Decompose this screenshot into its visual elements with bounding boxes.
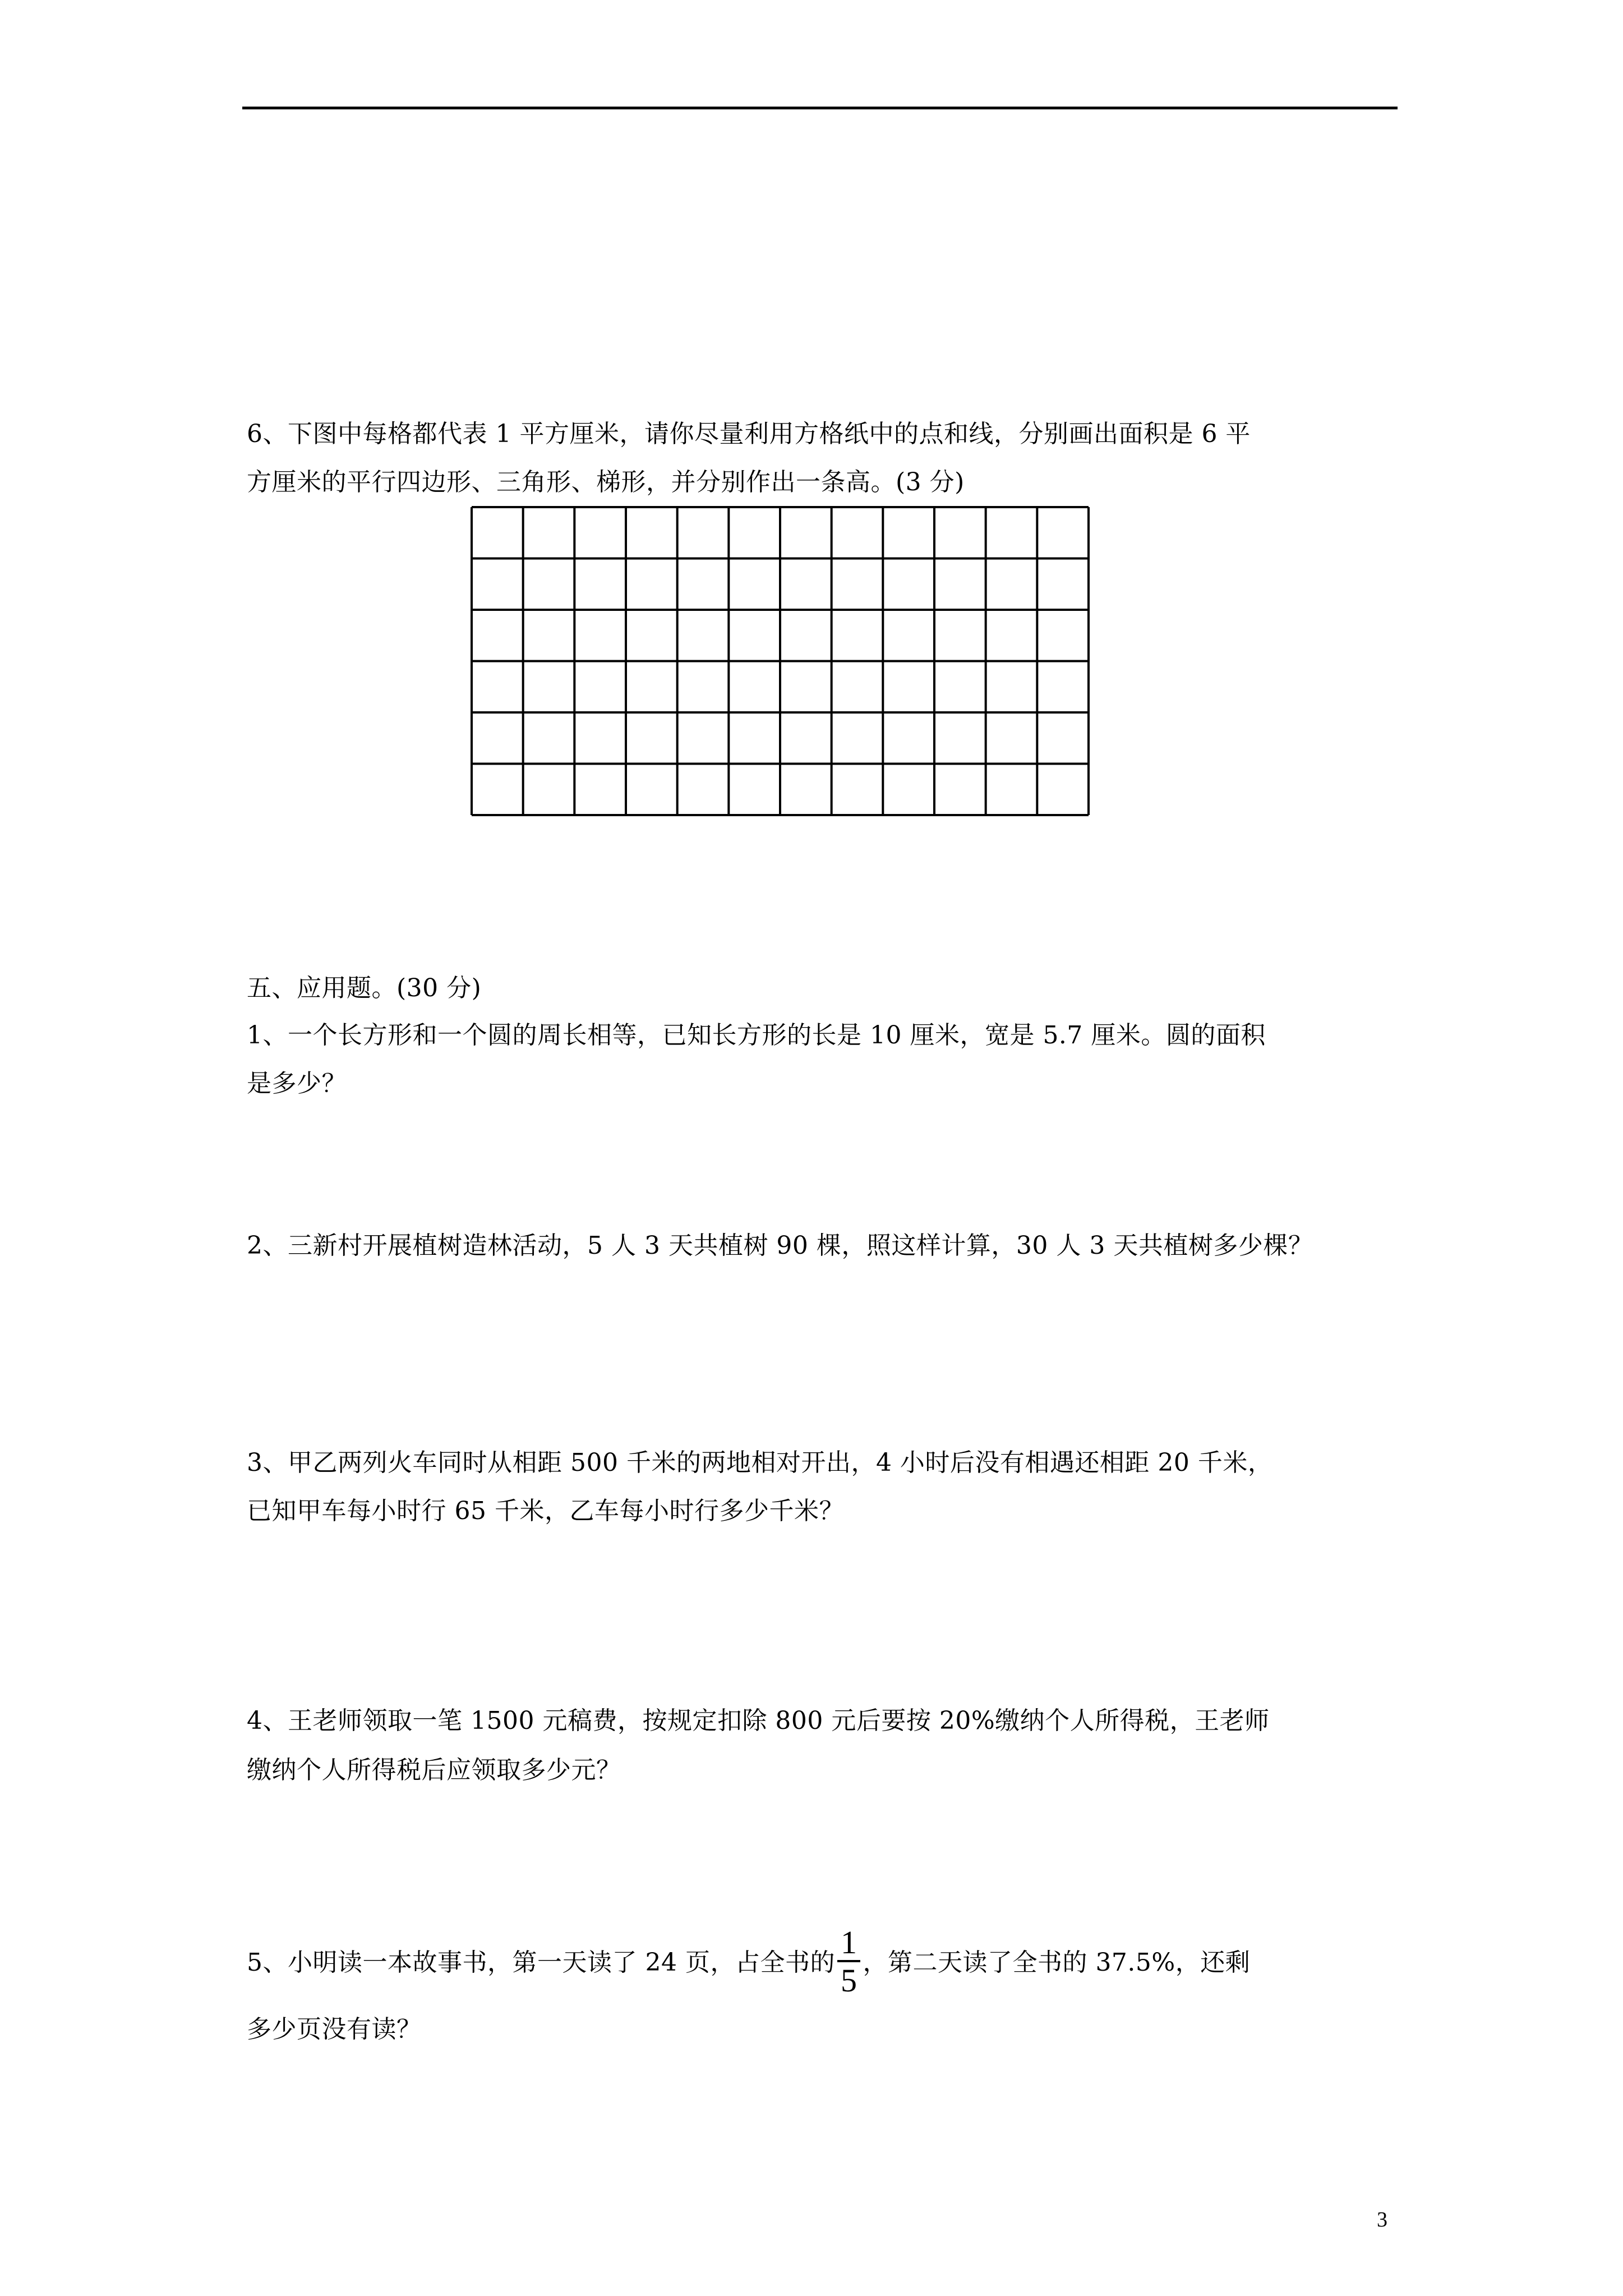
problem-5-line-2: 多少页没有读？ xyxy=(247,2015,422,2044)
fraction-numerator: 1 xyxy=(837,1925,861,1962)
problem-5-text-after: ，第二天读了全书的 37.5%，还剩 xyxy=(863,1948,1251,1977)
problem-4-line-1: 4、王老师领取一笔 1500 元稿费，按规定扣除 800 元后要按 20%缴纳个人所得税，王老师 xyxy=(247,1706,1270,1735)
question-6-line-2: 方厘米的平行四边形、三角形、梯形，并分别作出一条高。(3 分) xyxy=(247,468,965,496)
problem-3-line-1: 3、甲乙两列火车同时从相距 500 千米的两地相对开出，4 小时后没有相遇还相距 20 千米， xyxy=(247,1448,1273,1477)
problem-2-line-1: 2、三新村开展植树造林活动，5 人 3 天共植树 90 棵，照这样计算，30 人 3 天共植树多少棵？ xyxy=(247,1231,1313,1260)
problem-1-line-1: 1、一个长方形和一个圆的周长相等，已知长方形的长是 10 厘米，宽是 5.7 厘米。圆的面积 xyxy=(247,1021,1266,1050)
problem-4-line-2: 缴纳个人所得税后应领取多少元？ xyxy=(247,1756,621,1784)
fraction-denominator: 5 xyxy=(840,1962,857,1999)
fraction-one-fifth xyxy=(837,1925,861,1999)
question-6-line-1: 6、下图中每格都代表 1 平方厘米，请你尽量利用方格纸中的点和线，分别画出面积是 6 平 xyxy=(247,420,1251,448)
section-5-heading: 五、应用题。(30 分) xyxy=(247,974,482,1002)
page-number: 3 xyxy=(1377,2208,1387,2231)
problem-3-line-2: 已知甲车每小时行 65 千米，乙车每小时行多少千米？ xyxy=(247,1497,844,1525)
header-rule xyxy=(242,107,1398,109)
square-grid-paper xyxy=(470,505,1090,817)
problem-1-line-2: 是多少？ xyxy=(247,1069,347,1098)
grid-svg xyxy=(470,505,1090,817)
problem-5-line-1 xyxy=(247,1921,1250,2005)
problem-5-text-before: 5、小明读一本故事书，第一天读了 24 页，占全书的 xyxy=(247,1948,835,1977)
